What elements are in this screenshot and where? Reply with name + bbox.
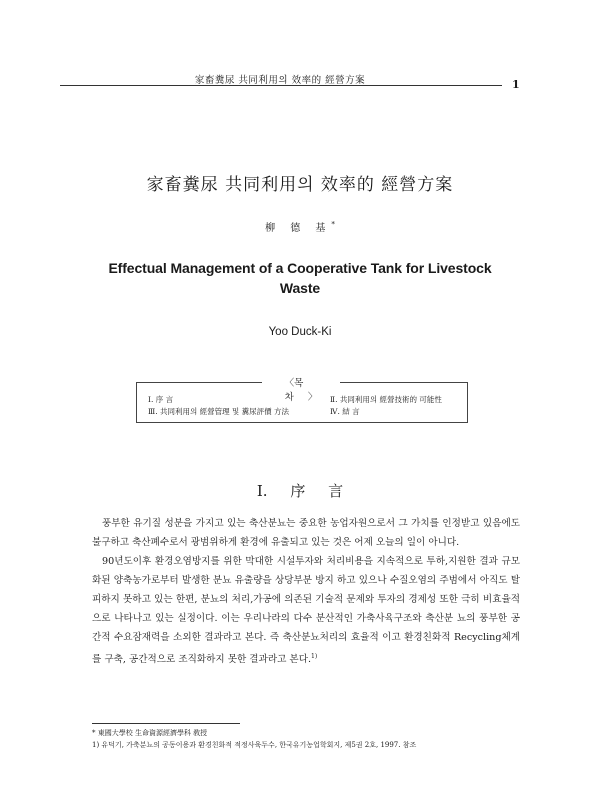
body-paragraph-2-text: 90년도이후 환경오염방지를 위한 막대한 시설투자와 처리비용을 지속적으로 투하,지원한 결과 규모화된 양축농가로부터 발생한 분뇨 유출량을 상당부분 방지 하고 있으나 수질오염의 주범에서 아직도 탈피하지 못하고 있는 한편, 분뇨의 처리,가공에 의존된 기술적 문제와 투자의 경제성 또한 극히 비효율적으로 나타나고 있는 실정이다. 이는 우리나라의 다수 분산적인 가축사육구조와 축산분 뇨의 풍부한 공간적 수요잠재력을 소외한 결과라고 본다. 즉 축산분뇨처리의 효율적 이고 환경친화적 Recycling체계를 구축, 공간적으로 조직화하지 못한 결과라고 본다. — [92, 556, 520, 666]
footnote-reference: 1) — [311, 653, 318, 660]
toc-heading — [262, 375, 340, 403]
author-korean — [60, 219, 540, 234]
paper-title-korean: 家畜糞尿 共同利用의 效率的 經營方案 — [146, 175, 454, 195]
toc-item-2: Ⅱ. 共同利用의 經營技術的 可能性 — [330, 395, 442, 404]
page-number: 1 — [512, 78, 520, 91]
toc-bracket-right: 〉 — [307, 392, 318, 403]
body-paragraph-2 — [92, 552, 520, 669]
footnote-1: 1) 유덕기, 가축분뇨의 공동이용과 환경친화적 적정사육두수, 한국유기농업학회지, 제5권 2호, 1997. 참조 — [92, 741, 417, 749]
footnote-rule — [92, 723, 240, 724]
footnote-affiliation: * 東國大學校 生命資源經濟學科 敎授 — [92, 729, 208, 737]
author-korean-name: 柳 德 基 — [265, 223, 332, 234]
toc-item-1: Ⅰ. 序 言 — [148, 395, 174, 404]
header-rule — [60, 85, 502, 86]
toc-item-3: Ⅲ. 共同利用의 經營管理 및 糞尿評價 方法 — [148, 407, 290, 416]
toc-heading-text: 목 차 — [284, 378, 318, 403]
author-footnote-mark: * — [331, 220, 335, 229]
paper-title-english: Effectual Management of a Cooperative Tank for Livestock Waste — [108, 260, 492, 296]
toc-bracket-left: 〈 — [284, 378, 295, 389]
toc-item-4: Ⅳ. 結 言 — [330, 407, 360, 416]
section-heading-introduction: Ⅰ. 序 言 — [256, 482, 344, 500]
body-paragraph-1: 풍부한 유기질 성분을 가지고 있는 축산분뇨는 중요한 농업자원으로서 그 가치를 인정받고 있음에도 불구하고 축산폐수로서 광범위하게 환경에 유출되고 있는 것은 어제 오늘의 일이 아니다. — [92, 518, 520, 548]
author-english: Yoo Duck-Ki — [268, 326, 332, 338]
running-title: 家畜糞尿 共同利用의 效率的 經營方案 — [194, 75, 366, 86]
section-body — [92, 514, 520, 669]
